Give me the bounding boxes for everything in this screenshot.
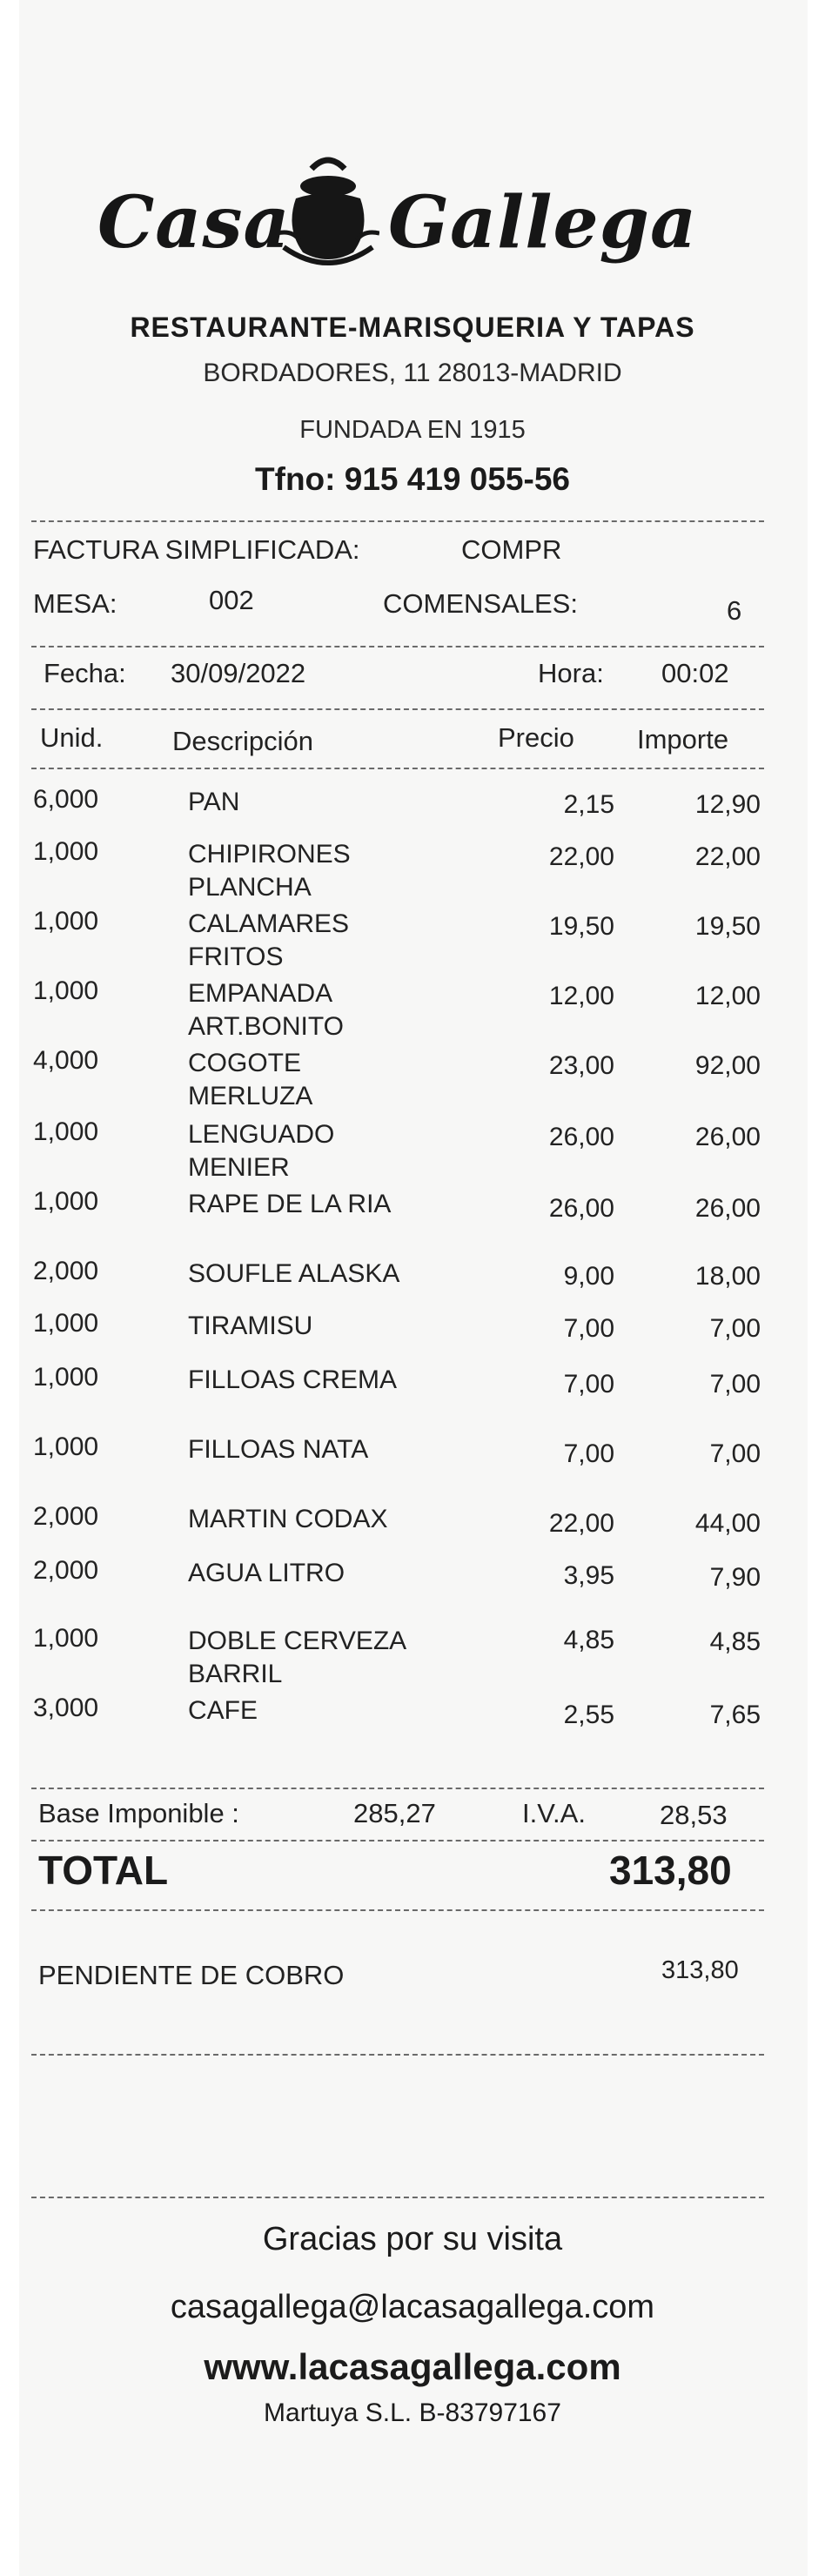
item-units: 1,000 xyxy=(33,976,99,1005)
item-price: 12,00 xyxy=(548,982,614,1010)
table-value: 002 xyxy=(209,585,254,615)
founded-line: FUNDADA EN 1915 xyxy=(299,416,526,444)
item-price: 7,00 xyxy=(563,1439,614,1468)
item-amount: 4,85 xyxy=(709,1627,761,1656)
item-price: 4,85 xyxy=(563,1626,614,1654)
thanks-message: Gracias por su visita xyxy=(262,2221,563,2257)
pending-label: PENDIENTE DE COBRO xyxy=(38,1960,345,1990)
item-description-2: FRITOS xyxy=(188,943,284,971)
item-description: PAN xyxy=(188,788,240,816)
line-item xyxy=(0,1432,825,1506)
item-units: 1,000 xyxy=(33,1309,99,1338)
item-amount: 44,00 xyxy=(694,1509,761,1538)
divider xyxy=(31,1840,764,1841)
logo-text-right: Gallega xyxy=(388,181,698,265)
item-amount: 7,65 xyxy=(709,1701,761,1729)
column-price: Precio xyxy=(498,722,574,753)
date-label: Fecha: xyxy=(44,658,126,688)
guests-value: 6 xyxy=(727,595,742,626)
time-value: 00:02 xyxy=(661,658,729,688)
item-amount: 26,00 xyxy=(694,1123,761,1151)
tax-base-label: Base Imponible : xyxy=(38,1798,239,1828)
item-description: AGUA LITRO xyxy=(188,1559,345,1587)
item-units: 1,000 xyxy=(33,1363,99,1392)
date-value: 30/09/2022 xyxy=(171,658,306,688)
item-description: COGOTE xyxy=(188,1049,302,1077)
table-label: MESA: xyxy=(33,588,117,619)
item-units: 1,000 xyxy=(33,1432,99,1461)
item-description-2: ART.BONITO xyxy=(188,1012,344,1041)
guests-label: COMENSALES: xyxy=(383,588,578,619)
item-units: 1,000 xyxy=(33,1624,99,1653)
logo-text-left: Casa xyxy=(97,181,291,265)
company-id: Martuya S.L. B-83797167 xyxy=(264,2398,561,2427)
item-description: EMPANADA xyxy=(188,979,333,1008)
pot-icon xyxy=(277,150,379,272)
line-item xyxy=(0,1556,825,1629)
item-price: 9,00 xyxy=(563,1262,614,1291)
line-item xyxy=(0,907,825,980)
item-description: RAPE DE LA RIA xyxy=(188,1190,392,1218)
item-amount: 7,90 xyxy=(709,1563,761,1592)
invoice-type-label: FACTURA SIMPLIFICADA: xyxy=(33,534,360,565)
item-amount: 19,50 xyxy=(694,912,761,941)
item-amount: 7,00 xyxy=(709,1314,761,1343)
item-price: 2,55 xyxy=(563,1701,614,1729)
total-label: TOTAL xyxy=(38,1848,169,1893)
divider xyxy=(31,520,764,522)
item-units: 1,000 xyxy=(33,837,99,866)
total-value: 313,80 xyxy=(609,1848,732,1893)
item-description-2: PLANCHA xyxy=(188,873,312,902)
divider xyxy=(31,708,764,710)
line-item xyxy=(0,837,825,910)
item-units: 1,000 xyxy=(33,1117,99,1146)
line-item xyxy=(0,1363,825,1436)
divider xyxy=(31,2054,764,2056)
item-description: DOBLE CERVEZA xyxy=(188,1627,407,1655)
item-description: MARTIN CODAX xyxy=(188,1505,388,1533)
item-description: LENGUADO xyxy=(188,1120,335,1149)
column-description: Descripción xyxy=(172,726,313,756)
item-amount: 12,90 xyxy=(694,790,761,819)
item-description: CHIPIRONES xyxy=(188,840,351,869)
item-price: 22,00 xyxy=(548,1509,614,1538)
divider xyxy=(31,768,764,769)
item-description: FILLOAS NATA xyxy=(188,1435,369,1464)
item-units: 2,000 xyxy=(33,1502,99,1531)
divider xyxy=(31,646,764,647)
tax-base-value: 285,27 xyxy=(353,1798,436,1828)
invoice-type-value: COMPR xyxy=(461,534,562,565)
line-item xyxy=(0,1187,825,1260)
column-units: Unid. xyxy=(40,722,104,753)
item-units: 1,000 xyxy=(33,1187,99,1216)
item-units: 2,000 xyxy=(33,1257,99,1285)
item-units: 4,000 xyxy=(33,1046,99,1075)
divider xyxy=(31,1788,764,1789)
item-units: 3,000 xyxy=(33,1694,99,1722)
item-price: 22,00 xyxy=(548,842,614,871)
item-amount: 12,00 xyxy=(694,982,761,1010)
item-units: 2,000 xyxy=(33,1556,99,1585)
item-description-2: BARRIL xyxy=(188,1660,283,1688)
pending-value: 313,80 xyxy=(661,1956,739,1984)
item-price: 7,00 xyxy=(563,1314,614,1343)
vat-value: 28,53 xyxy=(660,1800,728,1830)
item-amount: 92,00 xyxy=(694,1051,761,1080)
time-label: Hora: xyxy=(538,658,604,688)
item-units: 6,000 xyxy=(33,785,99,814)
item-amount: 7,00 xyxy=(709,1439,761,1468)
item-price: 23,00 xyxy=(548,1051,614,1080)
line-item xyxy=(0,1117,825,1191)
line-item xyxy=(0,1694,825,1767)
item-units: 1,000 xyxy=(33,907,99,936)
vat-label: I.V.A. xyxy=(522,1798,586,1828)
item-price: 19,50 xyxy=(548,912,614,941)
phone-number: Tfno: 915 419 055-56 xyxy=(255,461,570,497)
item-amount: 26,00 xyxy=(694,1194,761,1223)
item-description: CALAMARES xyxy=(188,909,350,938)
item-amount: 18,00 xyxy=(694,1262,761,1291)
item-description-2: MENIER xyxy=(188,1153,290,1182)
item-description-2: MERLUZA xyxy=(188,1082,313,1110)
item-price: 7,00 xyxy=(563,1370,614,1399)
item-description: SOUFLE ALASKA xyxy=(188,1259,400,1288)
item-description: FILLOAS CREMA xyxy=(188,1365,398,1394)
item-description: TIRAMISU xyxy=(188,1311,313,1340)
divider xyxy=(31,1909,764,1911)
restaurant-subtitle: RESTAURANTE-MARISQUERIA Y TAPAS xyxy=(130,312,695,343)
item-price: 2,15 xyxy=(563,790,614,819)
item-amount: 7,00 xyxy=(709,1370,761,1399)
divider xyxy=(31,2197,764,2198)
line-item xyxy=(0,1046,825,1119)
item-amount: 22,00 xyxy=(694,842,761,871)
item-price: 26,00 xyxy=(548,1194,614,1223)
line-item xyxy=(0,1624,825,1697)
line-item xyxy=(0,976,825,1050)
column-amount: Importe xyxy=(637,724,729,755)
item-price: 26,00 xyxy=(548,1123,614,1151)
website: www.lacasagallega.com xyxy=(204,2346,621,2387)
restaurant-address: BORDADORES, 11 28013-MADRID xyxy=(203,359,622,387)
contact-email: casagallega@lacasagallega.com xyxy=(170,2289,655,2325)
item-price: 3,95 xyxy=(563,1561,614,1590)
item-description: CAFE xyxy=(188,1696,258,1725)
